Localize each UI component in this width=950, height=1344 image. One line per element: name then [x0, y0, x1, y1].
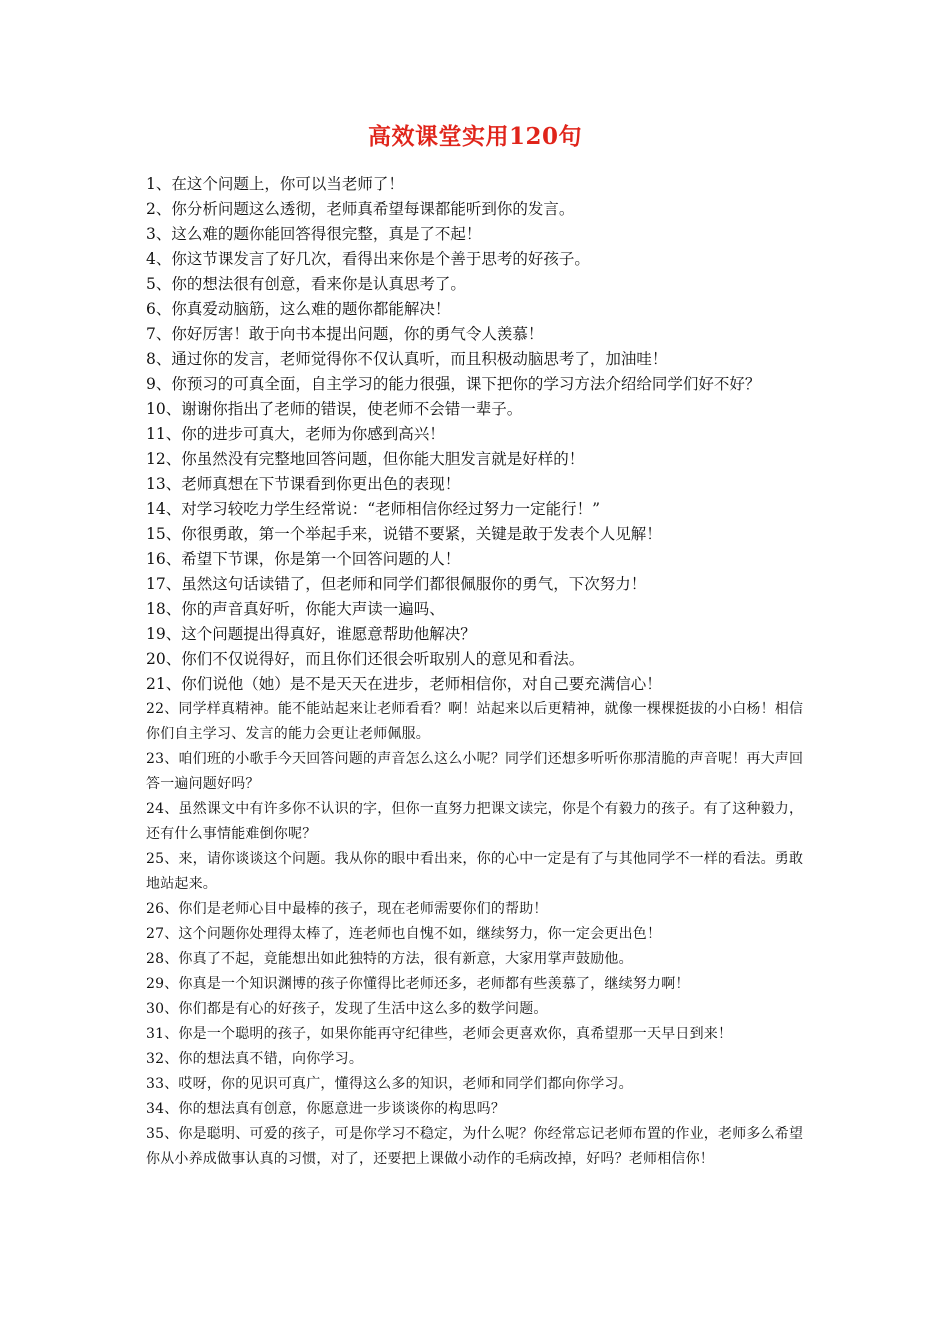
list-item: 22、同学样真精神。能不能站起来让老师看看？啊！站起来以后更精神，就像一棵棵挺拔的小白杨！相信你们自主学习、发言的能力会更让老师佩服。 [146, 701, 804, 742]
document-title: 高效课堂实用120句 [367, 123, 582, 150]
list-item: 5、你的想法很有创意，看来你是认真思考了。 [146, 275, 466, 293]
list-item: 31、你是一个聪明的孩子，如果你能再守纪律些，老师会更喜欢你，真希望那一天早日到来！ [146, 1026, 733, 1042]
list-item: 3、这么难的题你能回答得很完整，真是了不起！ [146, 225, 482, 243]
list-item: 24、虽然课文中有许多你不认识的字，但你一直努力把课文读完，你是个有毅力的孩子。有了这种毅力，还有什么事情能难倒你呢？ [146, 801, 804, 842]
list-item: 27、这个问题你处理得太棒了，连老师也自愧不如，继续努力，你一定会更出色！ [146, 926, 662, 942]
list-item: 26、你们是老师心目中最棒的孩子，现在老师需要你们的帮助！ [146, 901, 548, 917]
list-item: 30、你们都是有心的好孩子，发现了生活中这么多的数学问题。 [146, 1001, 548, 1017]
list-item: 13、老师真想在下节课看到你更出色的表现！ [146, 475, 461, 493]
list-item: 29、你真是一个知识渊博的孩子你懂得比老师还多，老师都有些羡慕了，继续努力啊！ [146, 976, 690, 992]
list-item: 14、对学习较吃力学生经常说：“老师相信你经过努力一定能行！” [146, 500, 601, 518]
sentence-list [146, 172, 810, 1172]
list-item: 35、你是聪明、可爱的孩子，可是你学习不稳定，为什么呢？你经常忘记老师布置的作业，老师多么希望你从小养成做事认真的习惯，对了，还要把上课做小动作的毛病改掉，好吗？老师相信你！ [146, 1126, 804, 1167]
list-item: 1、在这个问题上，你可以当老师了！ [146, 175, 404, 193]
list-item: 23、咱们班的小歌手今天回答问题的声音怎么这么小呢？同学们还想多听听你那清脆的声音呢！再大声回答一遍问题好吗？ [146, 751, 804, 792]
list-item: 15、你很勇敢，第一个举起手来，说错不要紧，关键是敢于发表个人见解！ [146, 525, 662, 543]
list-item: 4、你这节课发言了好几次，看得出来你是个善于思考的好孩子。 [146, 250, 590, 268]
list-item: 8、通过你的发言，老师觉得你不仅认真听，而且积极动脑思考了，加油哇！ [146, 350, 668, 368]
list-item: 12、你虽然没有完整地回答问题，但你能大胆发言就是好样的！ [146, 450, 585, 468]
list-item: 21、你们说他（她）是不是天天在进步，老师相信你，对自己要充满信心！ [146, 675, 662, 693]
list-item: 33、哎呀，你的见识可真广，懂得这么多的知识，老师和同学们都向你学习。 [146, 1076, 633, 1092]
list-item: 2、你分析问题这么透彻，老师真希望每课都能听到你的发言。 [146, 200, 575, 218]
list-item: 6、你真爱动脑筋，这么难的题你都能解决！ [146, 300, 451, 318]
list-item: 11、你的进步可真大，老师为你感到高兴！ [146, 425, 445, 443]
list-item: 28、你真了不起，竟能想出如此独特的方法，很有新意，大家用掌声鼓励他。 [146, 951, 633, 967]
list-item: 17、虽然这句话读错了，但老师和同学们都很佩服你的勇气，下次努力！ [146, 575, 647, 593]
list-item: 19、这个问题提出得真好，谁愿意帮助他解决？ [146, 625, 476, 643]
list-item: 10、谢谢你指出了老师的错误，使老师不会错一辈子。 [146, 400, 523, 418]
list-item: 9、你预习的可真全面，自主学习的能力很强，课下把你的学习方法介绍给同学们好不好？ [146, 375, 761, 393]
list-item: 7、你好厉害！敢于向书本提出问题，你的勇气令人羡慕！ [146, 325, 544, 343]
list-item: 18、你的声音真好听，你能大声读一遍吗、 [146, 600, 445, 618]
list-item: 34、你的想法真有创意，你愿意进一步谈谈你的构思吗？ [146, 1101, 506, 1117]
list-item: 16、希望下节课，你是第一个回答问题的人！ [146, 550, 461, 568]
list-item: 25、来，请你谈谈这个问题。我从你的眼中看出来，你的心中一定是有了与其他同学不一样的看法。勇敢地站起来。 [146, 851, 804, 892]
list-item: 20、你们不仅说得好，而且你们还很会听取别人的意见和看法。 [146, 650, 585, 668]
list-item: 32、你的想法真不错，向你学习。 [146, 1051, 364, 1067]
